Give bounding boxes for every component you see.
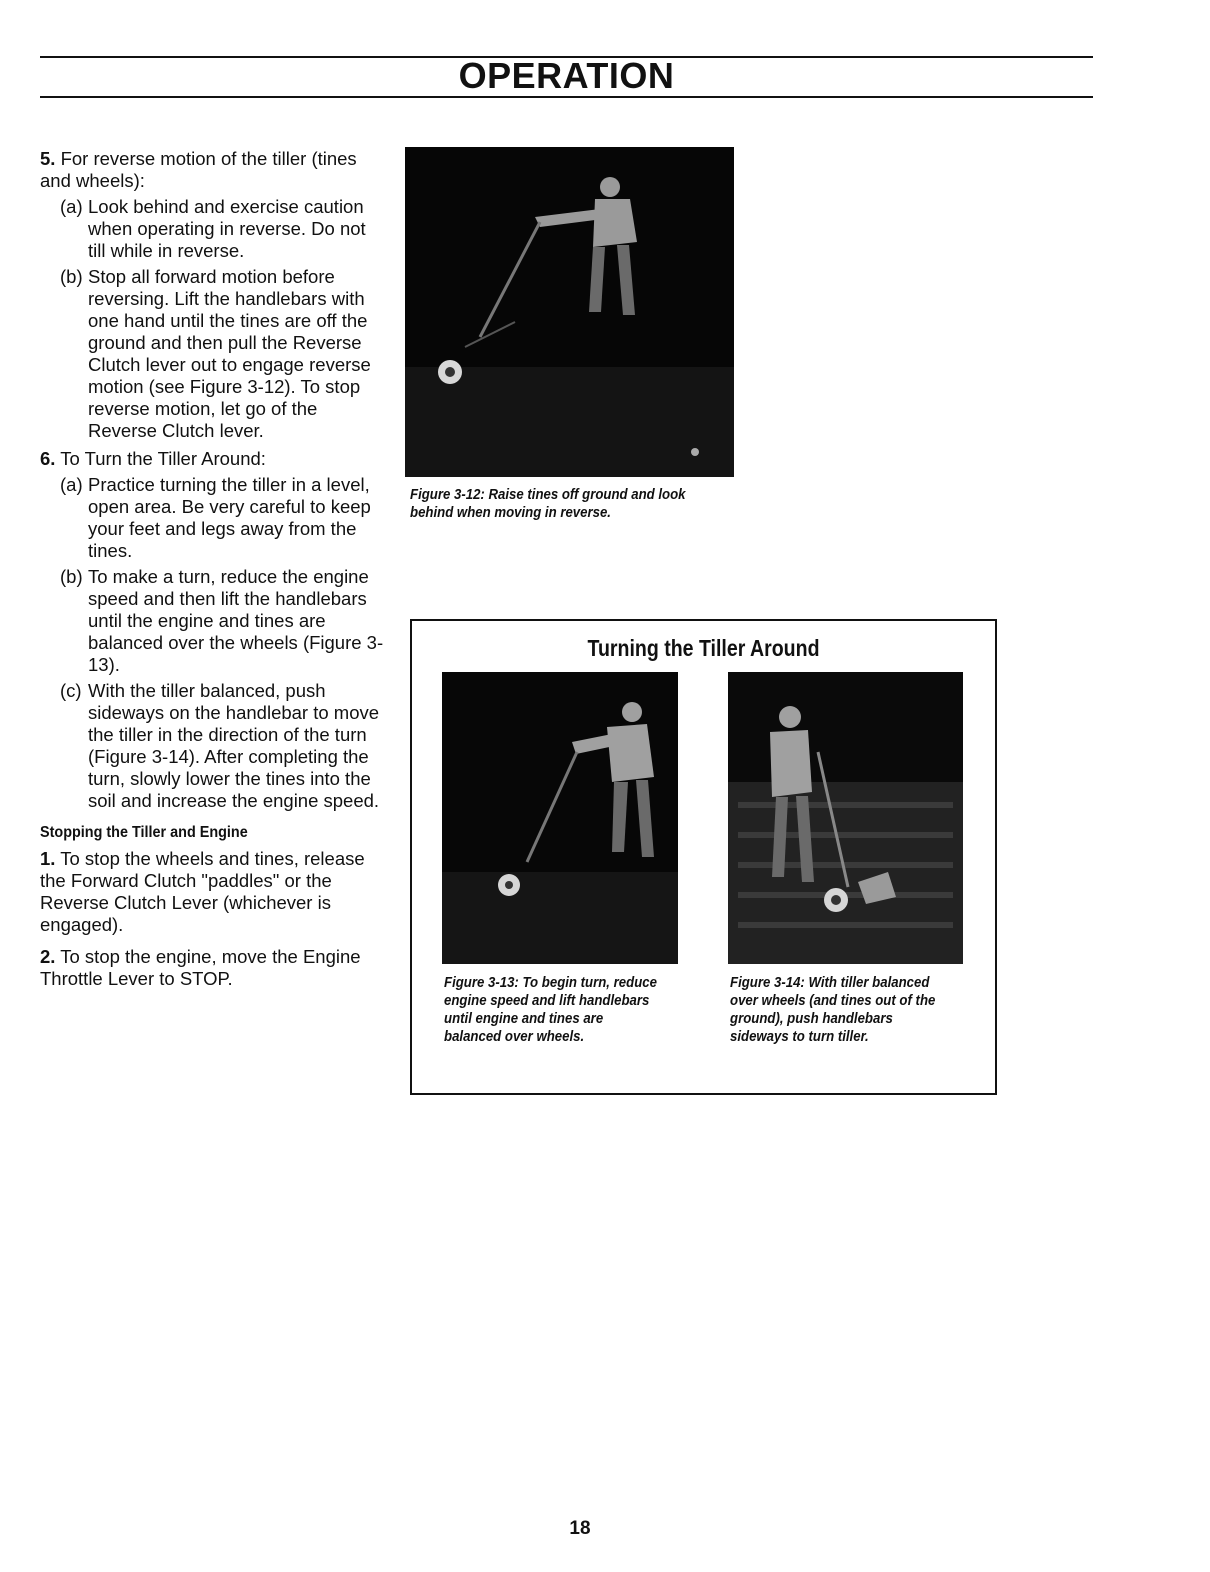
reverse-item-b (40, 266, 385, 442)
stopping-heading: Stopping the Tiller and Engine (40, 824, 248, 841)
reverse-step-intro: For reverse motion of the tiller (tines and wheels): (40, 148, 357, 191)
figure-3-13-photo (442, 672, 678, 964)
stopping-step-1-number: 1. (40, 848, 56, 869)
turn-item-b (40, 566, 385, 676)
turn-item-c-label: (c) (60, 680, 82, 701)
figure-3-14-photo (728, 672, 963, 964)
reverse-step (40, 148, 385, 192)
turn-item-a (40, 474, 385, 562)
page-title: OPERATION (458, 55, 675, 96)
turn-step-intro: To Turn the Tiller Around: (60, 448, 266, 469)
stopping-step-1 (40, 848, 385, 936)
page-number: 18 (569, 1518, 591, 1539)
header-rule-bottom (40, 96, 1093, 98)
turn-item-b-label: (b) (60, 566, 83, 587)
stopping-step-2-number: 2. (40, 946, 56, 967)
turn-item-a-label: (a) (60, 474, 83, 495)
stopping-step-2-text: To stop the engine, move the Engine Throttle Lever to STOP. (40, 946, 361, 989)
reverse-item-a-text: Look behind and exercise caution when operating in reverse. Do not till while in reverse. (88, 196, 366, 261)
reverse-item-b-text: Stop all forward motion before reversing. Lift the handlebars with one hand until the tines are off the ground and then pull the Reverse Clutch lever out to engage reverse motion (see Figure 3-12). To stop reverse motion, let go of the Reverse Clutch lever. (88, 266, 371, 441)
turn-item-b-text: To make a turn, reduce the engine speed and then lift the handlebars until the engine and tines are balanced over the wheels (Figure 3-13). (88, 566, 384, 675)
turn-step-number: 6. (40, 448, 56, 469)
turning-box-title: Turning the Tiller Around (587, 635, 820, 661)
reverse-item-a-label: (a) (60, 196, 83, 217)
turn-item-a-text: Practice turning the tiller in a level, open area. Be very careful to keep your feet and legs away from the tines. (88, 474, 371, 561)
reverse-step-number: 5. (40, 148, 56, 169)
reverse-item-a (40, 196, 385, 262)
turn-item-c (40, 680, 385, 812)
turn-item-c-text: With the tiller balanced, push sideways on the handlebar to move the tiller in the direction of the turn (Figure 3-14). After completing the turn, slowly lower the tines into the soil and increase the engine speed. (88, 680, 380, 811)
stopping-step-1-text: To stop the wheels and tines, release the Forward Clutch "paddles" or the Reverse Clutch Lever (whichever is engaged). (40, 848, 365, 935)
turning-tiller-box (410, 619, 997, 1095)
reverse-item-b-label: (b) (60, 266, 83, 287)
figure-3-12-photo (405, 147, 734, 477)
figure-3-14-caption: Figure 3-14: With tiller balanced over wheels (and tines out of the ground), push handlebars sideways to turn tiller. (730, 974, 936, 1045)
instructions-column (40, 148, 385, 992)
turn-step (40, 448, 385, 470)
figure-3-13-caption: Figure 3-13: To begin turn, reduce engine speed and lift handlebars until engine and tines are balanced over wheels. (444, 974, 657, 1045)
figure-3-12-caption: Figure 3-12: Raise tines off ground and look behind when moving in reverse. (410, 486, 686, 521)
stopping-step-2 (40, 946, 385, 990)
